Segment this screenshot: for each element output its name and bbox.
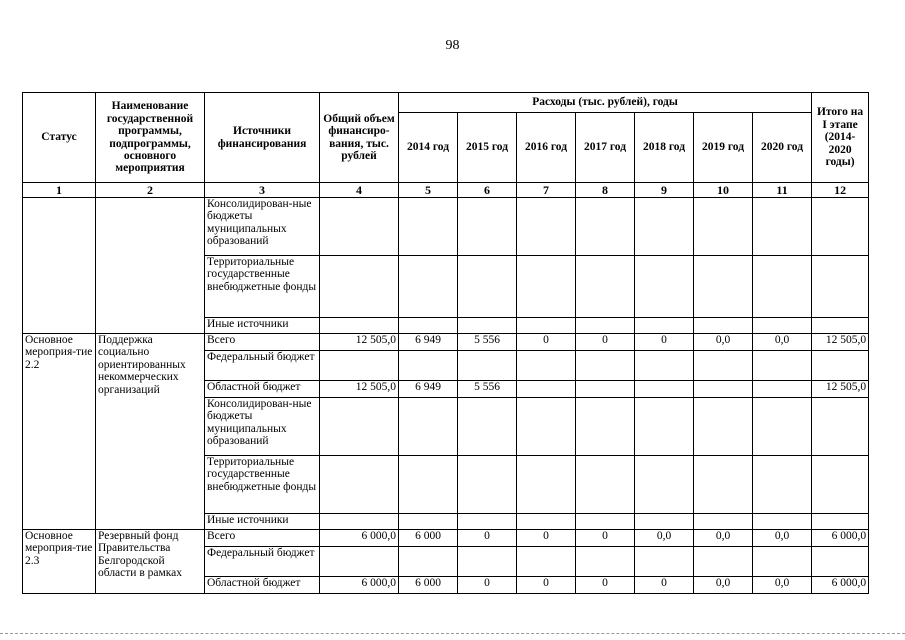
stage-total-cell: 12 505,0 — [812, 334, 869, 351]
value-cell: 0,0 — [753, 530, 812, 547]
table-row — [23, 334, 869, 351]
column-number: 6 — [458, 183, 517, 198]
value-cell: 0 — [576, 577, 635, 594]
measure-name-cell: Поддержка социально ориентированных некоммерческих организаций — [96, 334, 205, 530]
value-cell: 6 000 — [399, 577, 458, 594]
value-cell: 6 949 — [399, 334, 458, 351]
header-name: Наименование государственной программы, подпрограммы, основного мероприятия — [96, 93, 205, 183]
value-cell: 5 556 — [458, 381, 517, 398]
value-cell: 0 — [517, 334, 576, 351]
stage-total-cell: 6 000,0 — [812, 530, 869, 547]
total-cell: 6 000,0 — [320, 577, 399, 594]
header-year: 2014 год — [399, 113, 458, 183]
header-year: 2015 год — [458, 113, 517, 183]
column-number: 1 — [23, 183, 96, 198]
value-cell: 0,0 — [694, 577, 753, 594]
value-cell: 0 — [635, 334, 694, 351]
header-row-top — [23, 93, 869, 113]
source-cell: Федеральный бюджет — [205, 547, 320, 577]
header-year: 2019 год — [694, 113, 753, 183]
page-number: 98 — [445, 38, 460, 53]
column-number: 4 — [320, 183, 399, 198]
column-number: 3 — [205, 183, 320, 198]
source-cell: Федеральный бюджет — [205, 351, 320, 381]
value-cell: 0 — [576, 530, 635, 547]
header-total: Общий объем финансиро-вания, тыс. рублей — [320, 93, 399, 183]
column-number: 11 — [753, 183, 812, 198]
source-cell: Иные источники — [205, 318, 320, 334]
value-cell: 6 000 — [399, 530, 458, 547]
status-cell: Основное мероприя-тие 2.2 — [23, 334, 96, 530]
value-cell: 0,0 — [635, 530, 694, 547]
header-status: Статус — [23, 93, 96, 183]
value-cell: 0 — [635, 577, 694, 594]
stage-total-cell: 6 000,0 — [812, 577, 869, 594]
column-number: 10 — [694, 183, 753, 198]
stage-total-cell: 12 505,0 — [812, 381, 869, 398]
value-cell: 0,0 — [694, 530, 753, 547]
source-cell: Всего — [205, 530, 320, 547]
header-year: 2017 год — [576, 113, 635, 183]
column-number: 8 — [576, 183, 635, 198]
header-sources: Источники финансирования — [205, 93, 320, 183]
header-year: 2016 год — [517, 113, 576, 183]
name-cell-empty — [96, 198, 205, 334]
table-row — [23, 530, 869, 547]
total-cell: 12 505,0 — [320, 334, 399, 351]
source-cell: Иные источники — [205, 514, 320, 530]
source-cell: Консолидирован-ные бюджеты муниципальных образований — [205, 398, 320, 456]
source-cell: Территориальные государственные внебюджетные фонды — [205, 256, 320, 318]
page-bottom-rule — [0, 633, 905, 634]
value-cell: 0 — [517, 577, 576, 594]
column-number: 7 — [517, 183, 576, 198]
source-cell: Областной бюджет — [205, 577, 320, 594]
column-number: 9 — [635, 183, 694, 198]
value-cell: 6 949 — [399, 381, 458, 398]
value-cell: 0 — [458, 530, 517, 547]
table-row — [23, 198, 869, 256]
source-cell: Консолидирован-ные бюджеты муниципальных образований — [205, 198, 320, 256]
source-cell: Областной бюджет — [205, 381, 320, 398]
source-cell: Территориальные государственные внебюджетные фонды — [205, 456, 320, 514]
value-cell: 0 — [458, 577, 517, 594]
column-number: 5 — [399, 183, 458, 198]
total-cell: 12 505,0 — [320, 381, 399, 398]
column-number: 2 — [96, 183, 205, 198]
value-cell: 0,0 — [753, 334, 812, 351]
total-cell: 6 000,0 — [320, 530, 399, 547]
column-number-row — [23, 183, 869, 198]
budget-table — [22, 92, 869, 594]
header-expenses: Расходы (тыс. рублей), годы — [399, 93, 812, 113]
value-cell: 0 — [517, 530, 576, 547]
status-cell-empty — [23, 198, 96, 334]
header-stage-total: Итого на I этапе (2014-2020 годы) — [812, 93, 869, 183]
header-year: 2020 год — [753, 113, 812, 183]
header-year: 2018 год — [635, 113, 694, 183]
measure-name-cell: Резервный фонд Правительства Белгородской области в рамках — [96, 530, 205, 594]
source-cell: Всего — [205, 334, 320, 351]
value-cell: 0 — [576, 334, 635, 351]
status-cell: Основное мероприя-тие 2.3 — [23, 530, 96, 594]
column-number: 12 — [812, 183, 869, 198]
value-cell: 0,0 — [753, 577, 812, 594]
value-cell: 0,0 — [694, 334, 753, 351]
value-cell: 5 556 — [458, 334, 517, 351]
